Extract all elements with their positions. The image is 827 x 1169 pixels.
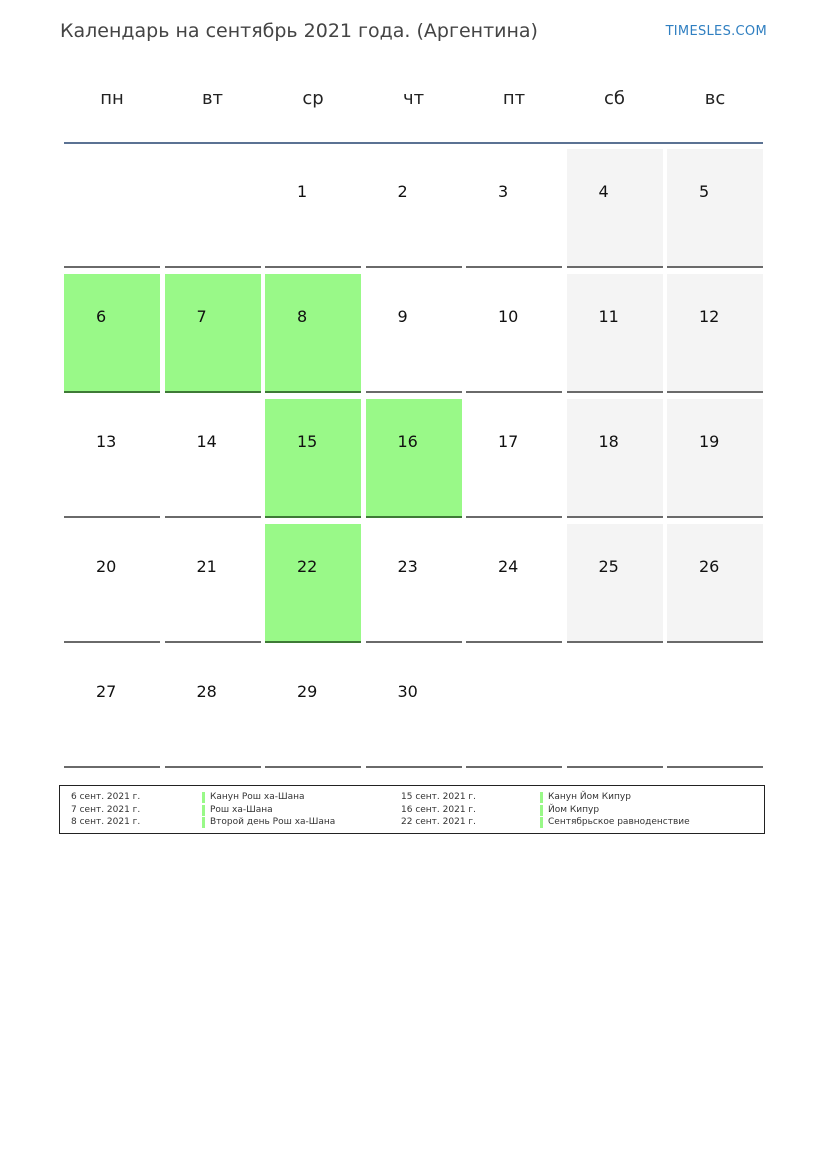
day-number: 28 <box>196 682 217 701</box>
legend-holiday-name: Йом Кипур <box>548 804 600 815</box>
legend-row <box>60 805 764 817</box>
day-cell-7[interactable] <box>165 274 261 393</box>
day-cell-6[interactable] <box>64 274 160 393</box>
day-cell-28[interactable] <box>165 649 261 768</box>
day-cell-17[interactable] <box>466 399 562 518</box>
day-cell-9[interactable] <box>366 274 462 393</box>
day-cell-30[interactable] <box>366 649 462 768</box>
day-cell-14[interactable] <box>165 399 261 518</box>
day-cell-16[interactable] <box>366 399 462 518</box>
day-cell-2[interactable] <box>366 149 462 268</box>
day-number: 8 <box>297 307 308 326</box>
weekday-header <box>64 88 763 118</box>
day-number: 21 <box>196 557 217 576</box>
day-number: 15 <box>297 432 318 451</box>
day-number: 29 <box>297 682 318 701</box>
day-cell-11[interactable] <box>567 274 663 393</box>
legend-holiday-name: Второй день Рош ха-Шана <box>210 817 336 827</box>
day-cell-5[interactable] <box>667 149 763 268</box>
day-number: 10 <box>498 307 519 326</box>
day-cell-26[interactable] <box>667 524 763 643</box>
empty-day-cell <box>667 649 763 768</box>
weekday-label: вт <box>201 88 224 109</box>
day-number: 27 <box>96 682 117 701</box>
legend-color-marker <box>540 817 543 828</box>
weekday-label: вс <box>704 88 726 109</box>
page-title: Календарь на сентябрь 2021 года. (Аргентина) <box>60 20 538 42</box>
weekday-label: чт <box>402 88 425 109</box>
day-cell-18[interactable] <box>567 399 663 518</box>
empty-day-cell <box>567 649 663 768</box>
day-number: 20 <box>96 557 117 576</box>
day-cell-25[interactable] <box>567 524 663 643</box>
weekday-label: ср <box>302 88 324 109</box>
legend-date: 15 сент. 2021 г. <box>401 792 477 802</box>
day-cell-24[interactable] <box>466 524 562 643</box>
legend-color-marker <box>540 805 543 816</box>
day-number: 4 <box>598 182 609 201</box>
day-cell-23[interactable] <box>366 524 462 643</box>
day-cell-15[interactable] <box>265 399 361 518</box>
day-cell-12[interactable] <box>667 274 763 393</box>
day-number: 16 <box>397 432 418 451</box>
day-number: 9 <box>397 307 408 326</box>
legend-holiday-name: Сентябрьское равноденствие <box>548 817 690 827</box>
day-number: 24 <box>498 557 519 576</box>
calendar-grid <box>64 149 764 770</box>
legend-date: 22 сент. 2021 г. <box>401 817 477 827</box>
day-number: 22 <box>297 557 318 576</box>
legend-holiday-name: Канун Рош ха-Шана <box>210 792 305 802</box>
legend-row <box>60 792 764 804</box>
day-number: 17 <box>498 432 519 451</box>
day-cell-8[interactable] <box>265 274 361 393</box>
day-number: 12 <box>699 307 720 326</box>
legend-date: 6 сент. 2021 г. <box>71 792 141 802</box>
legend-color-marker <box>540 792 543 803</box>
holiday-legend <box>59 785 765 834</box>
day-number: 30 <box>397 682 418 701</box>
day-cell-29[interactable] <box>265 649 361 768</box>
day-number: 13 <box>96 432 117 451</box>
day-cell-27[interactable] <box>64 649 160 768</box>
legend-row <box>60 817 764 829</box>
day-cell-21[interactable] <box>165 524 261 643</box>
brand-link[interactable]: TIMESLES.COM <box>665 24 767 39</box>
weekday-label: пт <box>502 88 526 109</box>
day-number: 14 <box>196 432 217 451</box>
day-number: 7 <box>196 307 207 326</box>
day-cell-22[interactable] <box>265 524 361 643</box>
weekday-label: пн <box>100 88 124 109</box>
day-cell-20[interactable] <box>64 524 160 643</box>
legend-date: 7 сент. 2021 г. <box>71 804 141 815</box>
day-cell-1[interactable] <box>265 149 361 268</box>
day-cell-13[interactable] <box>64 399 160 518</box>
day-number: 26 <box>699 557 720 576</box>
header-divider <box>64 142 763 144</box>
legend-holiday-name: Канун Йом Кипур <box>548 792 631 802</box>
day-number: 19 <box>699 432 720 451</box>
empty-day-cell <box>64 149 160 268</box>
day-cell-4[interactable] <box>567 149 663 268</box>
day-number: 1 <box>297 182 308 201</box>
empty-day-cell <box>466 649 562 768</box>
day-number: 18 <box>598 432 619 451</box>
legend-date: 16 сент. 2021 г. <box>401 804 477 815</box>
weekday-label: сб <box>604 88 625 109</box>
legend-date: 8 сент. 2021 г. <box>71 817 141 827</box>
day-number: 3 <box>498 182 509 201</box>
day-cell-3[interactable] <box>466 149 562 268</box>
day-number: 25 <box>598 557 619 576</box>
legend-holiday-name: Рош ха-Шана <box>210 804 273 815</box>
day-number: 23 <box>397 557 418 576</box>
day-number: 2 <box>397 182 408 201</box>
day-cell-10[interactable] <box>466 274 562 393</box>
empty-day-cell <box>165 149 261 268</box>
day-number: 5 <box>699 182 710 201</box>
day-number: 11 <box>598 307 619 326</box>
day-cell-19[interactable] <box>667 399 763 518</box>
day-number: 6 <box>96 307 107 326</box>
